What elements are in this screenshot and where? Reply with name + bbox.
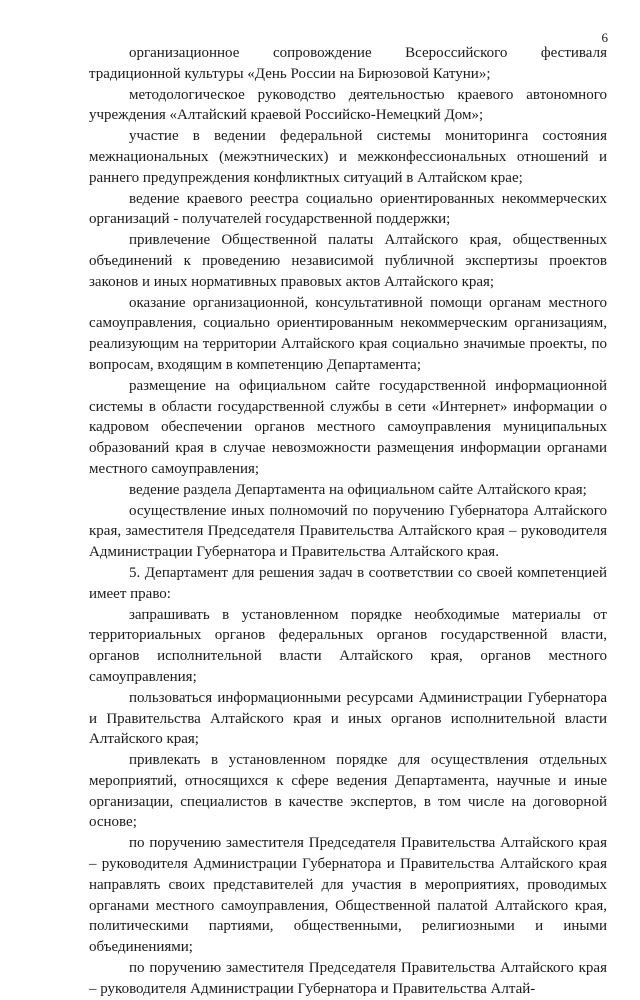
paragraph: размещение на официальном сайте государственной информационной системы в области государственной службы в сети «Интернет» информации о кадровом обеспечении органов местного самоуправления муниципальных образований края в случае невозможности размещения информации органами местного самоуправления; (89, 377, 607, 477)
section-5-heading: 5. Департамент для решения задач в соответствии со своей компетенцией имеет право: (89, 564, 607, 602)
document-body (89, 43, 607, 1000)
paragraph: по поручению заместителя Председателя Правительства Алтайского края – руководителя Администрации Губернатора и Правительства Алтай- (89, 960, 607, 997)
paragraph: осуществление иных полномочий по поручению Губернатора Алтайского края, заместителя Председателя Правительства Алтайского края – руководителя Администрации Губернатора и Правительства Алтайского края. (89, 502, 607, 561)
paragraph: методологическое руководство деятельностью краевого автономного учреждения «Алтайский краевой Российско-Немецкий Дом»; (89, 86, 607, 124)
paragraph: привлекать в установленном порядке для осуществления отдельных мероприятий, относящихся к сфере ведения Департамента, научные и иные организации, специалистов в качестве экспертов, в том числе на договорной основе; (89, 752, 607, 831)
paragraph: ведение раздела Департамента на официальном сайте Алтайского края; (129, 481, 587, 498)
paragraph: организационное сопровождение Всероссийского фестиваля традиционной культуры «День России на Бирюзовой Катуни»; (89, 45, 607, 82)
paragraph: оказание организационной, консультативной помощи органам местного самоуправления, социально ориентированным некоммерческим организациям, реализующим на территории Алтайского края социально значимые проекты, по вопросам, входящим в компетенцию Департамента; (89, 294, 607, 373)
paragraph: запрашивать в установленном порядке необходимые материалы от территориальных органов федеральных органов государственной власти, органов исполнительной власти Алтайского края, органов местного самоуправления; (89, 606, 607, 685)
paragraph: пользоваться информационными ресурсами Администрации Губернатора и Правительства Алтайского края и иных органов исполнительной власти Алтайского края; (89, 689, 607, 748)
page-number: 6 (601, 30, 608, 45)
paragraph: привлечение Общественной палаты Алтайского края, общественных объединений к проведению независимой публичной экспертизы проектов законов и иных нормативных правовых актов Алтайского края; (89, 232, 607, 290)
paragraph: участие в ведении федеральной системы мониторинга состояния межнациональных (межэтнических) и межконфессиональных отношений и раннего предупреждения конфликтных ситуаций в Алтайском крае; (89, 128, 607, 186)
paragraph: по поручению заместителя Председателя Правительства Алтайского края – руководителя Администрации Губернатора и Правительства Алтайского края направлять своих представителей для участия в мероприятиях, проводимых органами местного самоуправления, Общественной палатой Алтайского края, политическими партиями, общественными, религиозными и иными объединениями; (89, 835, 607, 956)
paragraph: ведение краевого реестра социально ориентированных некоммерческих организаций - получателей государственной поддержки; (89, 190, 607, 228)
